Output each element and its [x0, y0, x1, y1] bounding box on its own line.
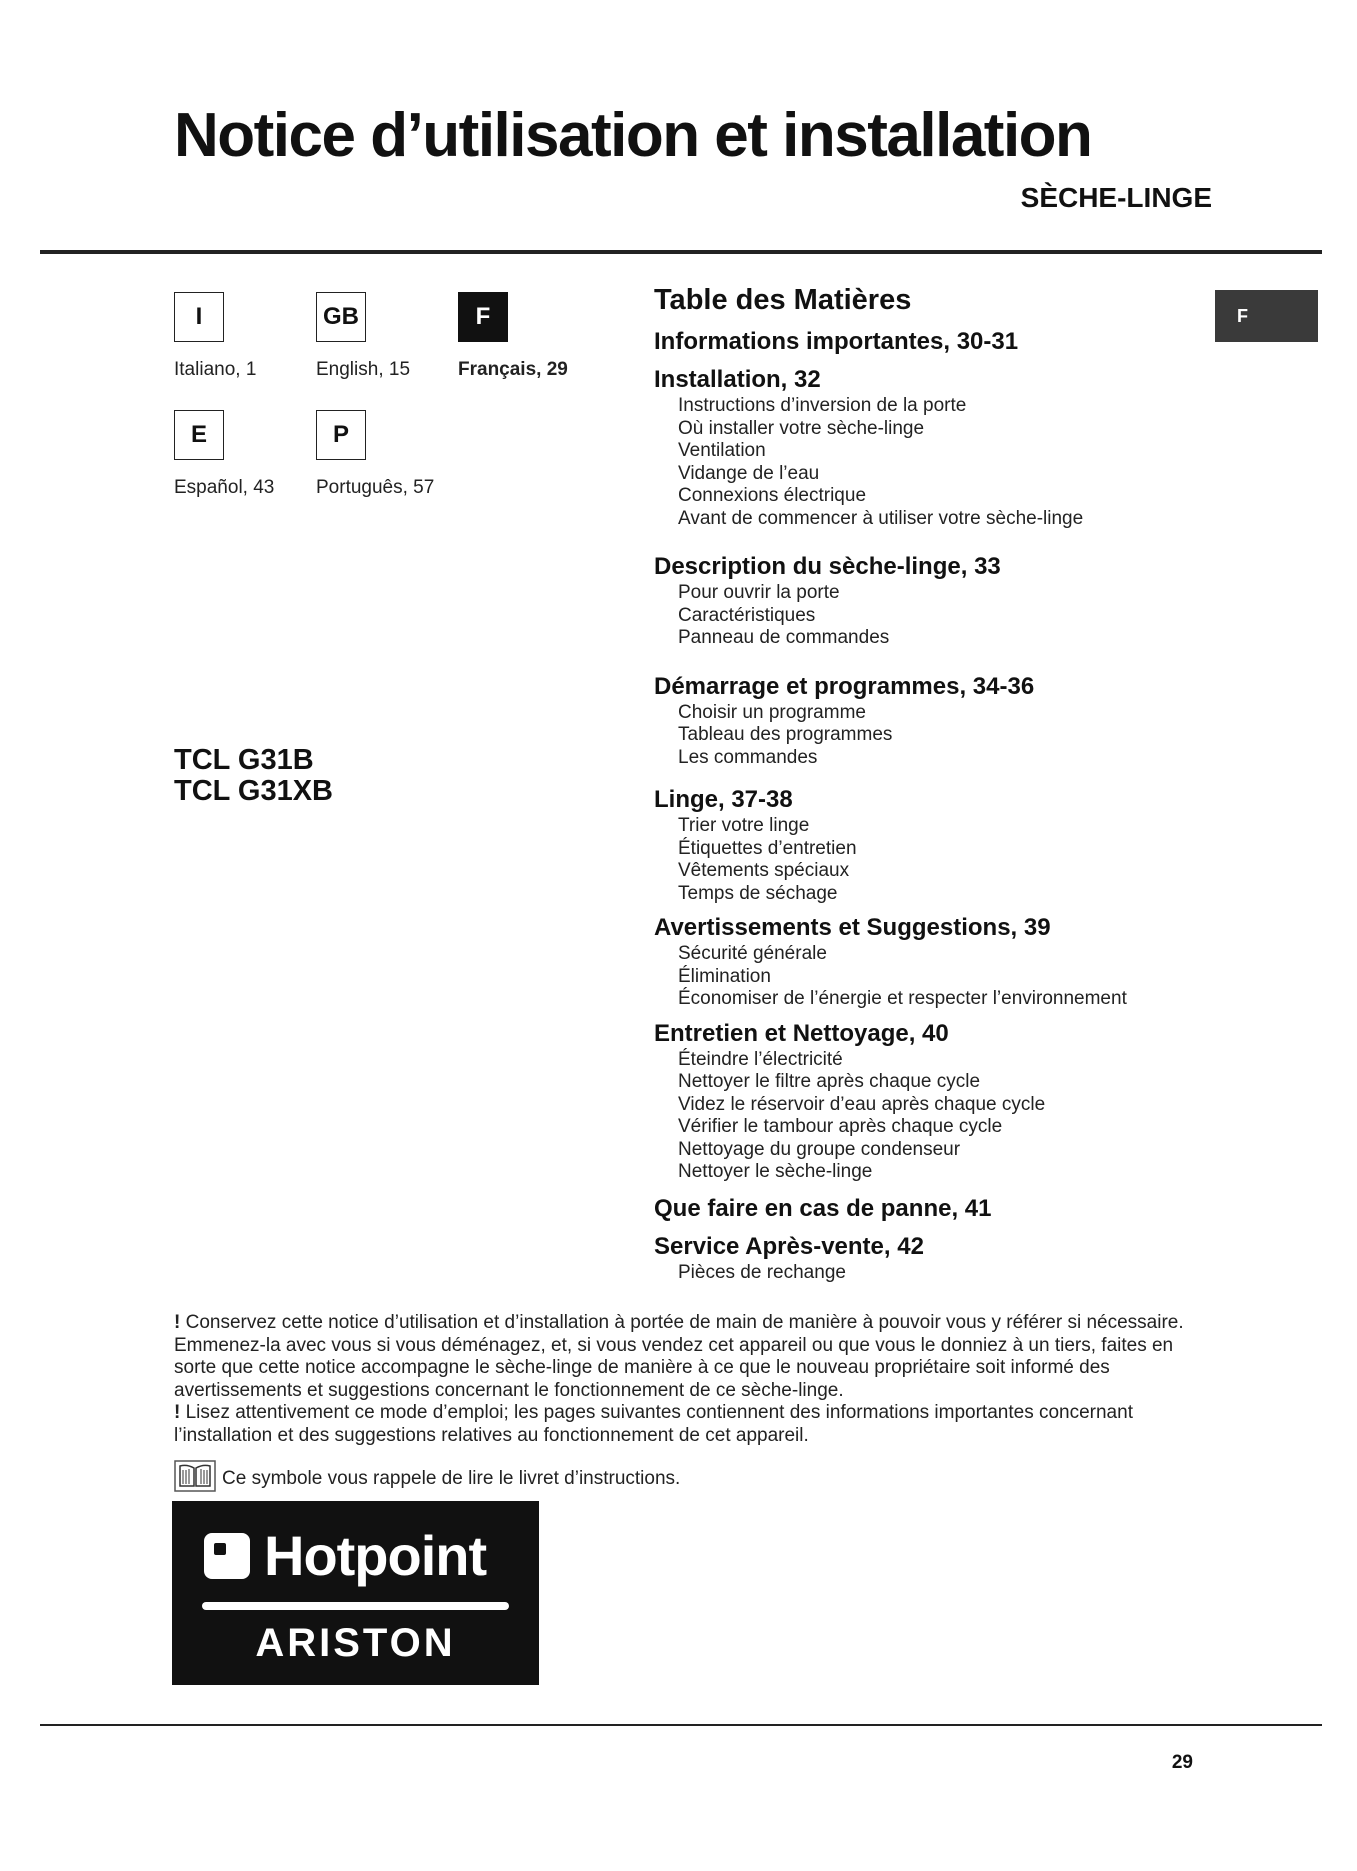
language-item[interactable] [174, 410, 274, 499]
language-item[interactable] [316, 292, 410, 381]
toc-item[interactable]: Étiquettes d’entretien [678, 837, 857, 859]
toc-section [654, 1232, 1194, 1285]
toc-item[interactable]: Pour ouvrir la porte [678, 582, 840, 603]
page-title: Notice d’utilisation et installation [174, 101, 1092, 170]
language-tab: F [1215, 290, 1318, 342]
note-text: Conservez cette notice d’utilisation et d’installation à portée de main de manière à pouvoir vous y référer si nécessaire. Emmenez-la avec vous si vous déménagez, et, si vous vendez cet appareil ou que vous le donniez à un tiers, faites en sorte que cette notice accompagne le sèche-linge de manière à ce que le nouveau propriétaire soit informé des avertissements et suggestions concernant le fonctionnement de ce sèche-linge. [174, 1312, 1184, 1401]
toc-item[interactable]: Économiser de l’énergie et respecter l’environnement [678, 988, 1127, 1009]
language-label: Italiano, 1 [174, 359, 257, 380]
toc-section [654, 913, 1194, 1011]
toc-heading[interactable]: Installation, 32 [654, 366, 821, 393]
toc-item[interactable]: Nettoyer le filtre après chaque cycle [678, 1071, 981, 1092]
language-label: Español, 43 [174, 477, 275, 498]
toc-heading[interactable]: Avertissements et Suggestions, 39 [654, 914, 1051, 941]
toc-item[interactable]: Nettoyage du groupe condenseur [678, 1138, 961, 1160]
toc-item[interactable]: Sécurité générale [678, 943, 827, 964]
toc-item[interactable]: Avant de commencer à utiliser votre sèche-linge [678, 507, 1084, 529]
toc-item[interactable]: Temps de séchage [678, 882, 838, 904]
toc-item[interactable]: Élimination [678, 965, 771, 987]
language-label: Português, 57 [316, 477, 435, 498]
toc-item[interactable]: Caractéristiques [678, 604, 816, 626]
product-subtitle: SÈCHE-LINGE [1020, 182, 1212, 213]
toc-heading[interactable]: Informations importantes, 30-31 [654, 328, 1019, 355]
symbol-text: Ce symbole vous rappele de lire le livret d’instructions. [222, 1468, 681, 1489]
model-name: TCL G31B [174, 744, 314, 776]
bottom-divider [40, 1724, 1322, 1726]
language-code: E [174, 410, 224, 460]
toc-section [654, 1019, 1194, 1184]
toc-item[interactable]: Les commandes [678, 746, 818, 768]
language-code: P [316, 410, 366, 460]
note-text: Lisez attentivement ce mode d’emploi; les pages suivantes contiennent des informations importantes concernant l’installation et des suggestions relatives au fonctionnement de cet appareil. [174, 1402, 1133, 1446]
toc-item[interactable]: Pièces de rechange [678, 1261, 846, 1283]
language-label: English, 15 [316, 359, 411, 380]
toc-item[interactable]: Panneau de commandes [678, 627, 890, 648]
toc-item[interactable]: Vidange de l’eau [678, 462, 820, 484]
table-of-contents [654, 283, 1194, 1284]
toc-item[interactable]: Trier votre linge [678, 815, 810, 836]
toc-section [654, 785, 1194, 905]
note-paragraph [174, 1312, 1214, 1402]
toc-section [654, 1194, 1194, 1224]
warning-mark: ! [174, 1402, 181, 1423]
language-item[interactable] [174, 292, 256, 381]
language-code: F [458, 292, 508, 342]
language-item-active[interactable] [458, 292, 568, 381]
model-name: TCL G31XB [174, 775, 334, 807]
toc-item[interactable]: Vêtements spéciaux [678, 860, 850, 881]
toc-item[interactable]: Éteindre l’électricité [678, 1048, 843, 1070]
toc-item[interactable]: Videz le réservoir d’eau après chaque cycle [678, 1093, 1046, 1115]
logo-square-icon [204, 1533, 250, 1579]
toc-item[interactable]: Choisir un programme [678, 701, 866, 723]
toc-heading[interactable]: Entretien et Nettoyage, 40 [654, 1019, 949, 1047]
logo-brand-text: Hotpoint [264, 1524, 487, 1587]
symbol-legend [174, 1460, 680, 1498]
language-code: I [174, 292, 224, 342]
note-paragraph [174, 1402, 1214, 1447]
logo-sub-text: ARISTON [255, 1621, 456, 1665]
toc-item[interactable]: Où installer votre sèche-linge [678, 417, 925, 439]
toc-heading[interactable]: Description du sèche-linge, 33 [654, 553, 1001, 580]
brand-logo [172, 1501, 539, 1685]
top-divider [40, 250, 1322, 254]
toc-item[interactable]: Instructions d’inversion de la porte [678, 395, 967, 416]
toc-item[interactable]: Vérifier le tambour après chaque cycle [678, 1116, 1003, 1137]
toc-title: Table des Matières [654, 284, 912, 316]
language-label: Français, 29 [458, 359, 568, 380]
language-item[interactable] [316, 410, 434, 499]
toc-heading[interactable]: Que faire en cas de panne, 41 [654, 1194, 992, 1222]
toc-section [654, 552, 1194, 650]
safety-notes [174, 1312, 1214, 1447]
toc-item[interactable]: Connexions électrique [678, 485, 867, 506]
logo-brand [204, 1523, 486, 1588]
toc-heading[interactable]: Démarrage et programmes, 34-36 [654, 672, 1035, 700]
page-number: 29 [1171, 1752, 1193, 1773]
model-list [174, 745, 333, 807]
logo-divider [202, 1602, 509, 1610]
toc-heading[interactable]: Linge, 37-38 [654, 786, 793, 813]
toc-section [654, 365, 1194, 530]
toc-section [654, 327, 1194, 357]
toc-section [654, 672, 1194, 770]
toc-item[interactable]: Tableau des programmes [678, 724, 893, 745]
language-code: GB [316, 292, 366, 342]
toc-item[interactable]: Nettoyer le sèche-linge [678, 1161, 873, 1182]
book-icon [174, 1460, 216, 1498]
toc-heading[interactable]: Service Après-vente, 42 [654, 1232, 924, 1260]
toc-item[interactable]: Ventilation [678, 440, 766, 461]
warning-mark: ! [174, 1312, 181, 1333]
